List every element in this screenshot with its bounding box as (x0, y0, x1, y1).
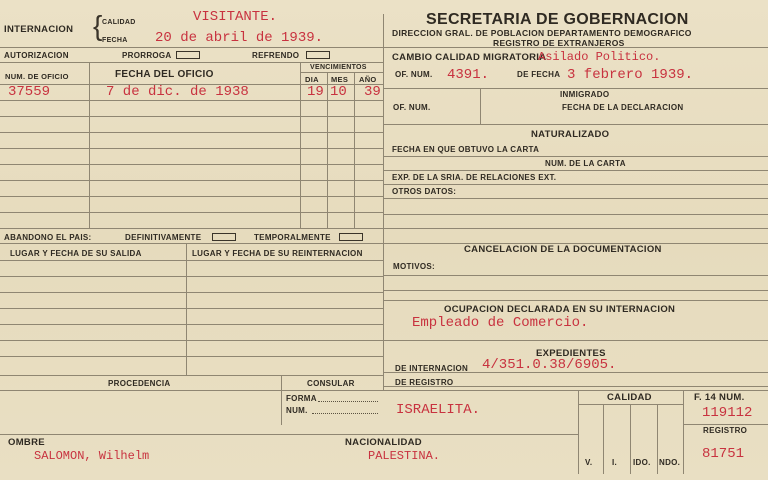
de-internacion-value: 4/351.0.38/6905. (482, 357, 617, 373)
rule (383, 124, 768, 125)
rule (0, 212, 383, 213)
salida-label: LUGAR Y FECHA DE SU SALIDA (10, 249, 142, 258)
rule (0, 132, 383, 133)
naturalizado-label: NATURALIZADO (531, 129, 610, 140)
f14-label: F. 14 NUM. (694, 392, 745, 403)
abandono-label: ABANDONO EL PAIS: (4, 233, 92, 242)
rule (683, 424, 768, 425)
cambio-label: CAMBIO CALIDAD MIGRATORIA (392, 52, 547, 63)
rule (383, 198, 768, 199)
col-divider (300, 62, 301, 228)
rule (0, 62, 383, 63)
rule (383, 170, 768, 171)
de-registro-label: DE REGISTRO (395, 378, 454, 387)
col-divider (281, 375, 282, 425)
ocupacion-value: Empleado de Comercio. (412, 315, 589, 331)
refrendo-checkbox (306, 51, 330, 59)
secretaria-title: SECRETARIA DE GOBERNACION (426, 11, 689, 28)
rule (383, 290, 768, 291)
col-divider (89, 62, 90, 228)
definitivamente-checkbox (212, 233, 236, 241)
procedencia-label: PROCEDENCIA (108, 379, 171, 388)
registro-box-value: 81751 (702, 446, 745, 462)
rule (383, 275, 768, 276)
rule (383, 340, 768, 341)
num-oficio-value: 37559 (8, 84, 51, 100)
num-oficio-label: NUM. DE OFICIO (5, 72, 69, 81)
cancelacion-label: CANCELACION DE LA DOCUMENTACION (464, 244, 662, 255)
nombre-value: SALOMON, Wilhelm (34, 449, 150, 463)
mes-label: MES (331, 75, 349, 84)
rule (300, 72, 383, 73)
registro-box-label: REGISTRO (703, 426, 748, 435)
rule (0, 434, 578, 435)
mes-value: 10 (330, 84, 347, 100)
rule (0, 116, 383, 117)
otros-datos-label: OTROS DATOS: (392, 187, 457, 196)
calidad-col-v: V. (585, 458, 593, 467)
calidad-value: VISITANTE. (193, 9, 278, 25)
calidad-grid (578, 404, 683, 405)
col-divider (186, 243, 187, 375)
internacion-label: INTERNACION (4, 24, 74, 35)
dia-label: DIA (305, 75, 319, 84)
fecha-carta-label: FECHA EN QUE OBTUVO LA CARTA (392, 145, 540, 154)
calidad-label: CALIDAD (102, 19, 136, 26)
definitivamente-label: DEFINITIVAMENTE (125, 233, 202, 242)
calidad-col-i: I. (612, 458, 618, 467)
rule (0, 292, 383, 293)
prorroga-checkbox (176, 51, 200, 59)
motivos-label: MOTIVOS: (393, 262, 435, 271)
rule (0, 148, 383, 149)
fecha-decl-label: FECHA DE LA DECLARACION (562, 103, 684, 112)
rule (383, 88, 768, 89)
de-fecha-value: 3 febrero 1939. (567, 67, 694, 83)
vencimientos-label: VENCIMIENTOS (310, 64, 367, 71)
nacionalidad-label: NACIONALIDAD (345, 437, 422, 448)
religion-value: ISRAELITA. (396, 402, 481, 418)
direccion-label: DIRECCION GRAL. DE POBLACION DEPARTAMENTO DEMOGRAFICO (392, 28, 692, 38)
rule (0, 308, 383, 309)
rule (0, 324, 383, 325)
rule (0, 340, 383, 341)
fecha-oficio-value: 7 de dic. de 1938 (106, 84, 249, 100)
main-divider (383, 14, 384, 390)
num-label: NUM. (286, 406, 308, 415)
of-num2-label: OF. NUM. (393, 103, 431, 112)
rule (0, 276, 383, 277)
ano-value: 39 (364, 84, 381, 100)
rule (0, 260, 383, 261)
calidad-col-ido: IDO. (633, 458, 651, 467)
forma-dotline (318, 401, 378, 403)
dia-value: 19 (307, 84, 324, 100)
calidad-grid (657, 404, 658, 474)
rule (383, 184, 768, 185)
num-carta-label: NUM. DE LA CARTA (545, 159, 626, 168)
prorroga-label: PRORROGA (122, 51, 172, 60)
rule (0, 47, 383, 48)
calidad-block-label: CALIDAD (607, 392, 652, 403)
de-internacion-label: DE INTERNACION (395, 364, 469, 373)
rule (0, 228, 383, 229)
inmigrado-label: INMIGRADO (560, 90, 610, 99)
num-dotline (312, 413, 378, 415)
calidad-grid (683, 390, 684, 474)
rule (383, 156, 768, 157)
ocupacion-label: OCUPACION DECLARADA EN SU INTERNACION (444, 304, 676, 315)
rule (0, 243, 383, 244)
rule (0, 375, 383, 376)
fecha-label: FECHA (102, 37, 128, 44)
fecha-value: 20 de abril de 1939. (155, 30, 324, 46)
reinternacion-label: LUGAR Y FECHA DE SU REINTERNACION (192, 249, 363, 258)
col-divider (480, 88, 481, 124)
exp-sria-label: EXP. DE LA SRIA. DE RELACIONES EXT. (392, 173, 557, 182)
f14-value: 119112 (702, 405, 753, 421)
rule (0, 180, 383, 181)
expedientes-label: EXPEDIENTES (536, 348, 606, 359)
autorizacion-label: AUTORIZACION (4, 51, 69, 60)
temporalmente-checkbox (339, 233, 363, 241)
nombre-label: OMBRE (8, 437, 45, 448)
of-num-label: OF. NUM. (395, 70, 433, 79)
brace-glyph: { (93, 10, 103, 41)
rule (0, 356, 383, 357)
de-fecha-label: DE FECHA (517, 70, 561, 79)
temporalmente-label: TEMPORALMENTE (254, 233, 331, 242)
refrendo-label: REFRENDO (252, 51, 300, 60)
of-num-value: 4391. (447, 67, 490, 83)
forma-label: FORMA (286, 394, 317, 403)
calidad-grid (603, 404, 604, 474)
cambio-value: Asilado Politico. (538, 50, 661, 64)
rule (383, 300, 768, 301)
col-divider (354, 72, 355, 228)
consular-label: CONSULAR (307, 379, 355, 388)
ano-label: AÑO (359, 75, 377, 84)
rule (0, 390, 768, 391)
rule (0, 100, 383, 101)
calidad-col-ndo: NDO. (659, 458, 681, 467)
calidad-grid (630, 404, 631, 474)
fecha-oficio-label: FECHA DEL OFICIO (115, 69, 214, 80)
calidad-grid (578, 390, 579, 474)
rule (0, 196, 383, 197)
rule (0, 164, 383, 165)
registro-extranjeros-label: REGISTRO DE EXTRANJEROS (493, 38, 625, 48)
col-divider (327, 72, 328, 228)
nacionalidad-value: PALESTINA. (368, 449, 441, 463)
rule (383, 228, 768, 229)
rule (383, 214, 768, 215)
